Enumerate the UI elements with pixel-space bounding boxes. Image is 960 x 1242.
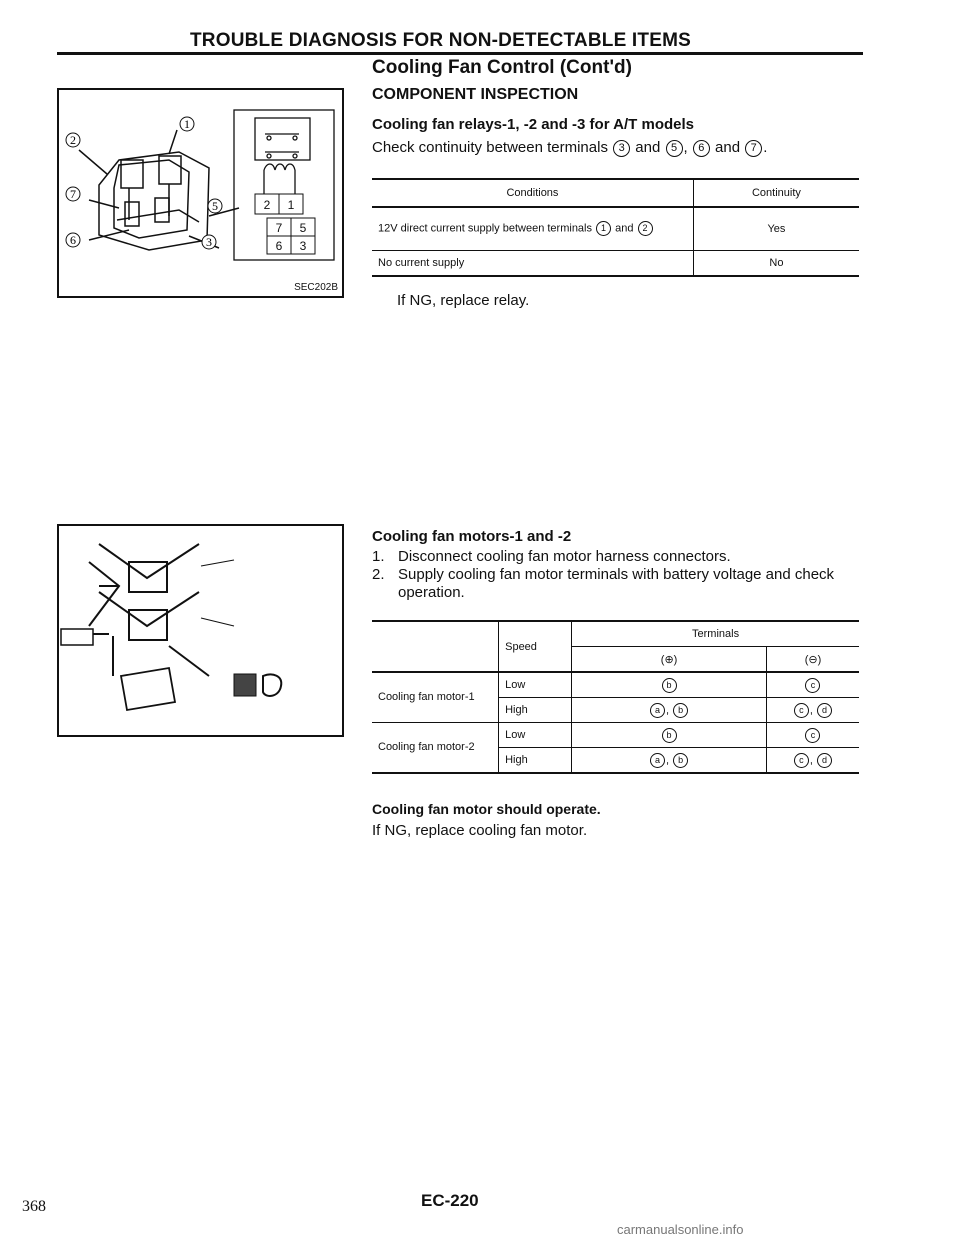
continuity-cell: No <box>693 251 859 277</box>
pin-7: 7 <box>275 221 283 235</box>
term-6: 6 <box>693 140 710 157</box>
col-conditions: Conditions <box>372 179 693 207</box>
motor-terminal-table <box>372 620 859 774</box>
col-speed: Speed <box>499 621 572 672</box>
pin-5: 5 <box>299 221 307 235</box>
col-terminals: Terminals <box>572 621 859 647</box>
fig-label-5: 5 <box>212 199 218 213</box>
motor-figure <box>57 524 344 737</box>
condition-cell: No current supply <box>372 251 693 277</box>
fig-label-3: 3 <box>206 235 212 249</box>
section-title: Cooling Fan Control (Cont'd) <box>372 57 632 78</box>
relay-diagram <box>59 90 342 296</box>
fig-label-2: 2 <box>70 133 76 147</box>
motors-result-bold: Cooling fan motor should operate. <box>372 801 601 817</box>
relays-heading: Cooling fan relays-1, -2 and -3 for A/T models <box>372 116 694 133</box>
relay-figure-code: SEC202B <box>294 282 338 293</box>
motor-name-cell: Cooling fan motor-2 <box>372 723 499 774</box>
fig-label-6: 6 <box>70 233 76 247</box>
step-1: 1. Disconnect cooling fan motor harness connectors. <box>372 548 731 565</box>
table-row <box>372 207 859 251</box>
table-row: Cooling fan motor-2 Low b c <box>372 723 859 748</box>
watermark: carmanualsonline.info <box>617 1222 744 1237</box>
continuity-cell: Yes <box>693 207 859 251</box>
motors-heading: Cooling fan motors-1 and -2 <box>372 528 572 545</box>
instruction-and-2: and <box>715 139 741 156</box>
instruction-and-1: and <box>635 139 661 156</box>
cond-term-1: 1 <box>596 221 611 236</box>
relays-result: If NG, replace relay. <box>397 292 530 309</box>
step-2: 2. Supply cooling fan motor terminals with battery voltage and check operation. <box>372 566 835 601</box>
col-continuity: Continuity <box>693 179 859 207</box>
page-number: 368 <box>22 1198 46 1215</box>
instruction-prefix: Check continuity between terminals <box>372 139 608 156</box>
term-5: 5 <box>666 140 683 157</box>
page-code: EC-220 <box>421 1191 479 1210</box>
subsection-title: COMPONENT INSPECTION <box>372 86 579 103</box>
relay-figure <box>57 88 344 298</box>
fig-label-1: 1 <box>184 117 190 131</box>
header-rule <box>57 52 863 55</box>
condition-cell: 12V direct current supply between terminals 1 and 2 <box>372 207 693 251</box>
motor-steps <box>372 548 862 602</box>
table-row <box>372 251 859 277</box>
fig-label-7: 7 <box>70 187 76 201</box>
col-plus: (⊕) <box>572 647 767 673</box>
cond-term-2: 2 <box>638 221 653 236</box>
pin-1: 1 <box>287 198 295 212</box>
motor-diagram <box>59 526 342 735</box>
motor-name-cell: Cooling fan motor-1 <box>372 672 499 723</box>
table-row: High a , b c , d <box>372 698 859 723</box>
table-row: High a , b c , d <box>372 748 859 774</box>
term-7: 7 <box>745 140 762 157</box>
pin-6: 6 <box>275 239 283 253</box>
relay-continuity-table <box>372 178 859 277</box>
term-3: 3 <box>613 140 630 157</box>
pin-3: 3 <box>299 239 307 253</box>
motors-result: If NG, replace cooling fan motor. <box>372 822 588 839</box>
page-title: TROUBLE DIAGNOSIS FOR NON-DETECTABLE ITEMS <box>190 30 691 51</box>
col-minus: (⊖) <box>766 647 859 673</box>
pin-2: 2 <box>263 198 271 212</box>
relays-instruction: Check continuity between terminals 3 and 5 , 6 and 7 . <box>372 139 768 156</box>
table-row: Cooling fan motor-1 Low b c <box>372 672 859 698</box>
